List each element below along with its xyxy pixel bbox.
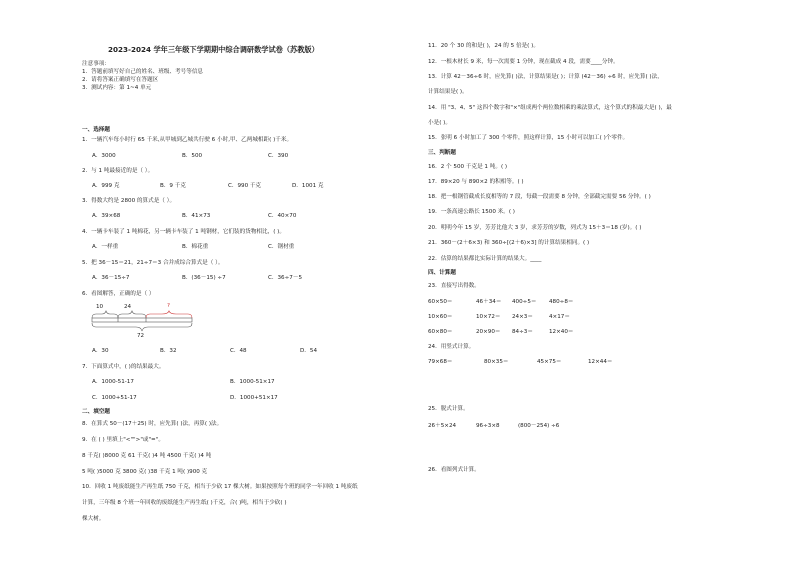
diagram-label: 10	[96, 304, 104, 310]
calc-item: (800－254) ÷6	[518, 423, 560, 429]
option-d: D．1000+51×17	[230, 395, 278, 401]
brace-bottom	[92, 323, 192, 331]
option-c: C．48	[230, 348, 247, 354]
calc-item: 10×72＝	[476, 314, 501, 320]
segment-diagram	[88, 304, 208, 338]
option-b: B．500	[182, 153, 203, 159]
option-c: C．390	[268, 153, 289, 159]
calc-item: 26＋5×24	[428, 423, 457, 429]
brace-top-3	[146, 311, 192, 318]
calc-item: 20×90＝	[476, 329, 501, 335]
option-b: B．(36－15) ÷7	[182, 275, 226, 281]
question-stem: 19．一条高速公路长 1500 米。( )	[428, 209, 515, 215]
question-stem: 25．脱式计算。	[428, 406, 469, 412]
calc-item: 12×44＝	[588, 359, 613, 365]
question-stem: 5．把 36－15＝21，21÷7＝3 合并成综合算式是（ ）。	[82, 260, 224, 266]
brace-top-2	[118, 311, 146, 318]
option-c: C．36÷7－5	[268, 275, 303, 281]
segment-bar	[92, 318, 192, 322]
option-c: C．1000+51-17	[92, 395, 137, 401]
section-heading: 一、选择题	[82, 127, 110, 133]
question-stem: 11．20 个 30 的和是( )，24 的 5 倍是( )。	[428, 43, 539, 49]
option-a: A．30	[92, 348, 109, 354]
question-stem: 8．在算式 50－(17＋25) 时，应先算( )法，再算( )法。	[82, 421, 223, 427]
question-stem: 3．得数大约是 2800 的算式是（ ）。	[82, 198, 176, 204]
question-stem: 24．用竖式计算。	[428, 344, 475, 350]
calc-item: 12×40＝	[549, 329, 574, 335]
question-stem: 12．一根木材长 9 米，每一次需要 1 分钟，现在截成 4 段，需要____分钟。	[428, 59, 619, 65]
diagram-label: 72	[137, 333, 145, 339]
section-heading: 二、填空题	[82, 409, 110, 415]
question-line: 计算，三年级 8 个班一年回收的废纸能生产再生纸( )千克，合( )吨，相当于少砍( )	[82, 500, 287, 506]
question-stem: 2．与 1 吨最接近的是（ ）。	[82, 168, 154, 174]
option-c: C．990 千克	[228, 183, 262, 189]
calc-item: 79×68＝	[428, 359, 453, 365]
question-stem: 1．一辆汽车每小时行 65 千米,从甲城到乙城共行驶 6 小时,甲、乙两城相距( )千米。	[82, 137, 293, 143]
option-d: D．54	[300, 348, 318, 354]
option-a: A．36－15÷7	[92, 275, 130, 281]
option-a: A．999 克	[92, 183, 120, 189]
option-b: B．棉花重	[182, 244, 209, 250]
question-line: 5 吨( )5000 克 3800 克( )38 千克 1 吨( )900 克	[82, 469, 208, 475]
question-stem: 23．直接写出得数。	[428, 283, 480, 289]
notice-item: 1．答题前填写好自己的姓名、班级、考号等信息	[82, 69, 204, 75]
calc-item: 24×3＝	[512, 314, 533, 320]
notice-item: 3．测试内容：第 1~4 单元	[82, 85, 152, 91]
question-line: 13．计算 42－36÷6 时，应先算( )法，计算结果是( )；计算 (42－36) ÷6 时，应先算( )法，	[428, 74, 663, 80]
option-a: A．一样重	[92, 244, 119, 250]
question-stem: 4．一辆卡车装了 1 吨棉花，另一辆卡车装了 1 吨钢材，它们装的货物相比，( )。	[82, 229, 285, 235]
question-stem: 17．89×20 与 890×2 的积相等。( )	[428, 179, 524, 185]
section-heading: 三、判断题	[428, 150, 456, 156]
question-stem: 22．估算的结果都比实际计算的结果大。____	[428, 256, 542, 262]
calc-item: 84÷3＝	[512, 329, 533, 335]
question-stem: 7．下面算式中，( )的结果最大。	[82, 364, 165, 370]
option-b: B．41×73	[182, 213, 211, 219]
question-stem: 20．明明今年 15 岁，芳芳比他大 3 岁，求芳芳的岁数，列式为 15＋3＝18 (岁)。( )	[428, 225, 642, 231]
option-b: B．9 千克	[160, 183, 186, 189]
option-a: A．39×68	[92, 213, 121, 219]
notice-heading: 注意事项：	[82, 61, 110, 67]
option-a: A．1000-51-17	[92, 379, 134, 385]
question-stem: 6．看图解答，正确的是（ ）	[82, 291, 155, 297]
option-d: D．1001 克	[292, 183, 324, 189]
page-title: 2023-2024 学年三年级下学期期中综合调研数学试卷（苏教版）	[108, 45, 319, 54]
question-line: 14．用 "3、4、5" 这四个数字和"×"组成两个两位数相乘的乘法算式，这个算式的积最大是( )，最	[428, 105, 672, 111]
question-line: 10．回收 1 吨废纸能生产再生纸 750 千克，相当于少砍 17 棵大树。如果按照每个班的同学一年回收 1 吨废纸	[82, 484, 358, 490]
question-stem: 16．2 个 500 千克是 1 吨。( )	[428, 164, 508, 170]
calc-item: 10×60＝	[428, 314, 453, 320]
calc-item: 60×80＝	[428, 329, 453, 335]
calc-item: 60×50＝	[428, 299, 453, 305]
question-stem: 9．在 ( ) 里填上"<"">"或"="。	[82, 437, 164, 443]
calc-item: 400÷5＝	[512, 299, 537, 305]
option-c: C．钢材重	[268, 244, 295, 250]
calc-item: 46＋34＝	[476, 299, 502, 305]
brace-top-1	[92, 311, 118, 318]
question-line: 计算结果是( )。	[428, 89, 468, 95]
calc-item: 45×75＝	[537, 359, 562, 365]
calc-item: 480÷8＝	[549, 299, 574, 305]
calc-item: 4×17＝	[549, 314, 570, 320]
option-b: B．1000-51×17	[230, 379, 275, 385]
question-line: 棵大树。	[82, 516, 105, 522]
diagram-label: 24	[124, 304, 132, 310]
question-line: 小是( )。	[428, 120, 451, 126]
question-stem: 26．看图列式计算。	[428, 467, 480, 473]
section-heading: 四、计算题	[428, 270, 456, 276]
question-stem: 21．360－(2＋6×3) 和 360÷[(2＋6)×3] 的计算结果相同。( )	[428, 240, 590, 246]
calc-item: 80×35＝	[484, 359, 509, 365]
calc-item: 96÷3×8	[476, 423, 500, 429]
option-a: A．3000	[92, 153, 116, 159]
option-b: B．32	[160, 348, 177, 354]
question-stem: 18．把一根钢管截成长度相等的 7 段，每截一段需要 8 分钟，全部截完需要 56 分钟。( )	[428, 194, 651, 200]
question-stem: 15．张明 6 小时加工了 300 个零件，照这样计算，15 小时可以加工( )个零件。	[428, 135, 629, 141]
option-c: C．40×70	[268, 213, 297, 219]
notice-item: 2．请将答案正确填写在答题区	[82, 77, 159, 83]
diagram-label: ?	[167, 303, 170, 309]
question-line: 8 千克( )8000 克 61 千克( )4 吨 4500 千克( )4 吨	[82, 453, 212, 459]
